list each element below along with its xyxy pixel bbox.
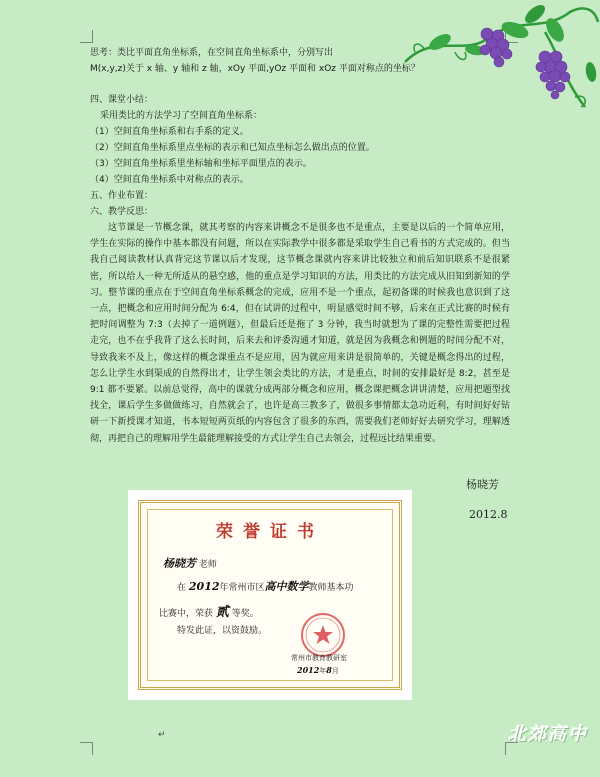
certificate-frame xyxy=(138,500,402,690)
certificate-issuer: 常州市教育教研室 xyxy=(291,654,347,662)
margin-corner-bottom-left xyxy=(80,742,93,755)
certificate-award: 贰 xyxy=(215,605,229,620)
certificate-recipient: 杨晓芳 xyxy=(163,557,196,570)
certificate-title: 荣誉证书 xyxy=(216,522,324,542)
summary-item-1: （1）空间直角坐标系和右手系的定义。 xyxy=(90,127,249,137)
summary-intro: 采用类比的方法学习了空间直角坐标系： xyxy=(100,111,263,121)
summary-item-2: （2）空间直角坐标系里点坐标的表示和已知点坐标怎么做出点的位置。 xyxy=(90,143,375,153)
section-5-heading: 五、作业布置： xyxy=(90,191,154,201)
summary-item-4: （4）空间直角坐标系中对称点的表示。 xyxy=(90,175,249,185)
certificate-honorific: 老师 xyxy=(198,560,217,570)
school-watermark: 北郊高中 xyxy=(508,724,588,745)
certificate-recipient-line xyxy=(163,555,217,571)
section-4-heading: 四、课堂小结： xyxy=(90,95,154,105)
think-question-line-1: 思考：类比平面直角坐标系，在空间直角坐标系中，分别写出 xyxy=(90,48,334,58)
signature-date: 2012.8 xyxy=(469,508,508,521)
certificate-line-1: 在 2012年常州市区高中数学教师基本功 xyxy=(177,580,354,593)
certificate-date: 2012年8月 xyxy=(297,665,339,675)
red-seal-stamp xyxy=(299,611,347,659)
think-question-line-2: M(x,y,z)关于 x 轴、y 轴和 z 轴，xOy 平面,yOz 平面和 xOz 平面对称点的坐标？ xyxy=(90,64,420,74)
certificate-line-3: 特发此证，以资鼓励。 xyxy=(177,626,268,636)
author-signature: 杨晓芳 xyxy=(466,478,499,491)
section-6-heading: 六、教学反思： xyxy=(90,207,154,217)
summary-item-3: （3）空间直角坐标系里坐标轴和坐标平面里点的表示。 xyxy=(90,159,312,169)
paragraph-mark-icon: ↵ xyxy=(158,730,166,740)
reflection-paragraph: 这节课是一节概念课，就其考察的内容来讲概念不是很多也不是重点，主要是以后的一个简单应用，学生在实际的操作中基本都没有问题，所以在实际教学中很多都是采取学生自己看书的方式完成的。但当我自己阅读教材认真背完这节课以后才发现，这节概念课就内容来讲比较独立和前后知识联系不是很紧密，所以给人一种无所适从的悬空感，他的重点是学习知识的方法，用类比的方法完成从旧知到新知的学习。整节课的重点在于空间直角坐标系概念的完成，应用不是一个重点，起初备课的时候我也意识到了这一点，把概念和应用时间分配为 6:4，但在试讲的过程中，明显感觉时间不够，后来在正式比赛的时候有把时间调整为 7:3（去掉了一道例题），但最后还是拖了 3 分钟，我当时就想为了课的完整性需要把过程走完，也不在乎我背了这么长时间，后来去和评委沟通才知道，就是因为我概念和例题的时间分配不对，导致我来不及上，像这样的概念课重点不是应用，因为就应用来讲是很简单的，关键是概念得出的过程，怎么让学生水到渠成的自然得出才，让学生领会类比的方法，才是重点，时间的安排最好是 8:2，甚至是 9:1 都不要紧。以前总觉得，高中的课就分成两部分概念和应用，概念课把概念讲讲清楚，应用把题型找找全，课后学生多做做练习，自然就会了，也许是高三教多了，做很多事情都太急功近利，有时间好好钻研一下新授课才知道，书本短短两页纸的内容包含了很多的东西，需要我们老师好好去研究学习，理解透彻，再把自己的理解用学生最能理解接受的方式让学生自己去领会，过程远比结果重要。 xyxy=(90,223,510,444)
margin-corner-top-left xyxy=(80,30,93,43)
certificate-line-2: 比赛中，荣获 贰 等奖。 xyxy=(159,605,259,620)
honor-certificate-image xyxy=(128,490,412,700)
